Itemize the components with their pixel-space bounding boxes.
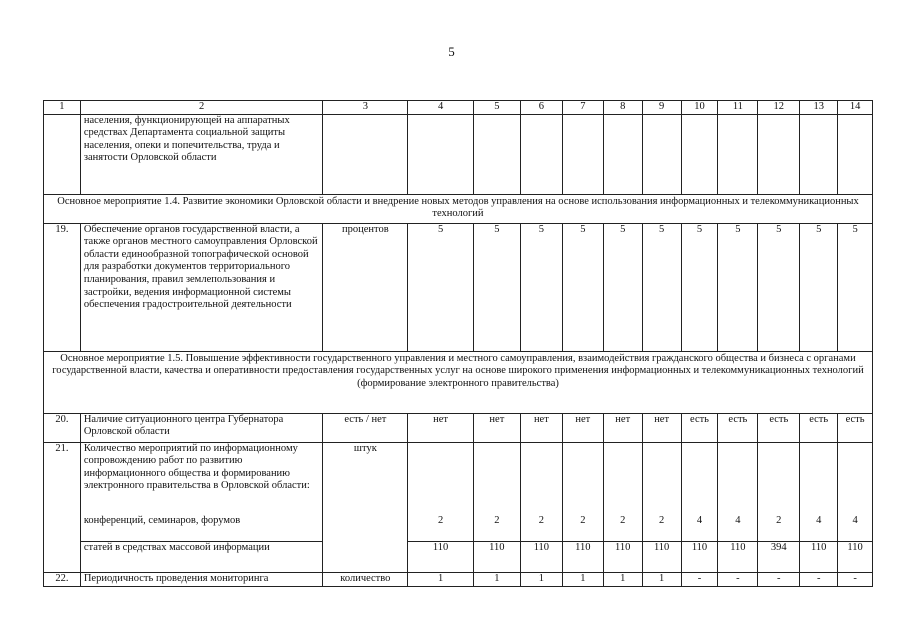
table-row-21-conferences	[44, 515, 873, 541]
value-cell: 5	[520, 223, 562, 351]
value-cell	[408, 442, 474, 515]
value-cell: есть	[718, 413, 758, 442]
column-header: 5	[473, 101, 520, 115]
value-cell: 110	[681, 541, 718, 572]
section-heading-1-4: Основное мероприятие 1.4. Развитие экономики Орловской области и внедрение новых методов управления на основе использования информационных и телекоммуникационных технологий	[44, 194, 873, 223]
row-number: 21.	[44, 442, 81, 572]
table-row-20	[44, 413, 873, 442]
value-cell	[718, 442, 758, 515]
value-cell: 110	[408, 541, 474, 572]
value-cell	[758, 114, 800, 194]
value-cell: -	[838, 572, 873, 586]
value-cell: 2	[758, 515, 800, 541]
value-cell: 110	[642, 541, 681, 572]
value-cell: 110	[838, 541, 873, 572]
value-cell: нет	[473, 413, 520, 442]
value-cell: 4	[681, 515, 718, 541]
value-cell: 2	[562, 515, 603, 541]
column-header: 8	[603, 101, 642, 115]
value-cell	[642, 114, 681, 194]
value-cell: 2	[408, 515, 474, 541]
row-number: 19.	[44, 223, 81, 351]
value-cell	[473, 114, 520, 194]
value-cell	[718, 114, 758, 194]
value-cell: 394	[758, 541, 800, 572]
value-cell: 5	[642, 223, 681, 351]
value-cell	[758, 442, 800, 515]
value-cell: 1	[473, 572, 520, 586]
value-cell: есть	[800, 413, 838, 442]
value-cell: 5	[562, 223, 603, 351]
unit-cell: количество	[323, 572, 408, 586]
value-cell: 4	[800, 515, 838, 541]
value-cell	[562, 114, 603, 194]
unit-cell: процентов	[323, 223, 408, 351]
value-cell	[603, 114, 642, 194]
page-number: 5	[448, 44, 455, 59]
value-cell: 1	[408, 572, 474, 586]
value-cell: 4	[838, 515, 873, 541]
sub-indicator-name: конференций, семинаров, форумов	[80, 515, 323, 541]
value-cell: -	[800, 572, 838, 586]
value-cell: нет	[520, 413, 562, 442]
value-cell: 5	[408, 223, 474, 351]
value-cell	[408, 114, 474, 194]
value-cell: нет	[642, 413, 681, 442]
value-cell: есть	[681, 413, 718, 442]
value-cell: 5	[681, 223, 718, 351]
value-cell: 1	[562, 572, 603, 586]
value-cell: -	[758, 572, 800, 586]
value-cell	[800, 442, 838, 515]
value-cell: 1	[520, 572, 562, 586]
sub-indicator-name: статей в средствах массовой информации	[80, 541, 323, 572]
column-header: 4	[408, 101, 474, 115]
value-cell: 5	[838, 223, 873, 351]
value-cell: 110	[718, 541, 758, 572]
row-number: 22.	[44, 572, 81, 586]
table-row-19	[44, 223, 873, 351]
column-header: 13	[800, 101, 838, 115]
value-cell: 5	[758, 223, 800, 351]
value-cell: -	[681, 572, 718, 586]
row-number: 20.	[44, 413, 81, 442]
column-header: 9	[642, 101, 681, 115]
value-cell: нет	[408, 413, 474, 442]
value-cell: есть	[758, 413, 800, 442]
value-cell: 110	[562, 541, 603, 572]
column-header: 11	[718, 101, 758, 115]
value-cell: 110	[800, 541, 838, 572]
value-cell	[520, 442, 562, 515]
section-heading-1-5: Основное мероприятие 1.5. Повышение эффективности государственного управления и местного самоуправления, взаимодействия гражданского общества и бизнеса с органами государственной власти, качества и оперативности предоставления государственных услуг на основе широкого применения информационных и телекоммуникационных технологий (формирование электронного правительства)	[44, 351, 873, 413]
value-cell: 2	[520, 515, 562, 541]
table-row-22	[44, 572, 873, 586]
row-number	[44, 114, 81, 194]
value-cell: 5	[800, 223, 838, 351]
value-cell: нет	[562, 413, 603, 442]
unit-cell	[323, 114, 408, 194]
indicator-name: Количество мероприятий по информационному сопровождению работ по развитию информационного общества и формированию электронного правительства в Орловской области:	[80, 442, 323, 515]
column-number-row	[44, 101, 873, 115]
value-cell: 1	[642, 572, 681, 586]
indicators-table	[43, 100, 873, 587]
table-row-21-articles	[44, 541, 873, 572]
value-cell: 5	[718, 223, 758, 351]
value-cell	[838, 114, 873, 194]
column-header: 3	[323, 101, 408, 115]
value-cell: 2	[603, 515, 642, 541]
value-cell: 110	[603, 541, 642, 572]
section-row-1-5	[44, 351, 873, 413]
value-cell	[473, 442, 520, 515]
value-cell: 110	[520, 541, 562, 572]
column-header: 2	[80, 101, 323, 115]
value-cell: -	[718, 572, 758, 586]
indicator-name: населения, функционирующей на аппаратных средствах Департамента социальной защиты населения, опеки и попечительства, труда и занятости Орловской области	[80, 114, 323, 194]
column-header: 12	[758, 101, 800, 115]
value-cell	[562, 442, 603, 515]
section-row-1-4	[44, 194, 873, 223]
value-cell	[800, 114, 838, 194]
column-header: 1	[44, 101, 81, 115]
value-cell	[838, 442, 873, 515]
value-cell	[603, 442, 642, 515]
value-cell: 5	[603, 223, 642, 351]
value-cell	[520, 114, 562, 194]
unit-cell: штук	[323, 442, 408, 572]
unit-cell: есть / нет	[323, 413, 408, 442]
column-header: 7	[562, 101, 603, 115]
value-cell: 4	[718, 515, 758, 541]
value-cell	[681, 114, 718, 194]
value-cell: 1	[603, 572, 642, 586]
value-cell	[681, 442, 718, 515]
table-row-21	[44, 442, 873, 515]
value-cell: нет	[603, 413, 642, 442]
column-header: 6	[520, 101, 562, 115]
indicator-name: Периодичность проведения мониторинга	[80, 572, 323, 586]
value-cell: 110	[473, 541, 520, 572]
indicator-name: Наличие ситуационного центра Губернатора Орловской области	[80, 413, 323, 442]
table-row-continued	[44, 114, 873, 194]
value-cell	[642, 442, 681, 515]
value-cell: 5	[473, 223, 520, 351]
value-cell: 2	[473, 515, 520, 541]
value-cell: есть	[838, 413, 873, 442]
column-header: 10	[681, 101, 718, 115]
column-header: 14	[838, 101, 873, 115]
indicator-name: Обеспечение органов государственной власти, а также органов местного самоуправления Орловской области единообразной топографической основой для разработки документов территориального планирования, правил землепользования и застройки, ведения информационной системы обеспечения градостроительной деятельности	[80, 223, 323, 351]
value-cell: 2	[642, 515, 681, 541]
